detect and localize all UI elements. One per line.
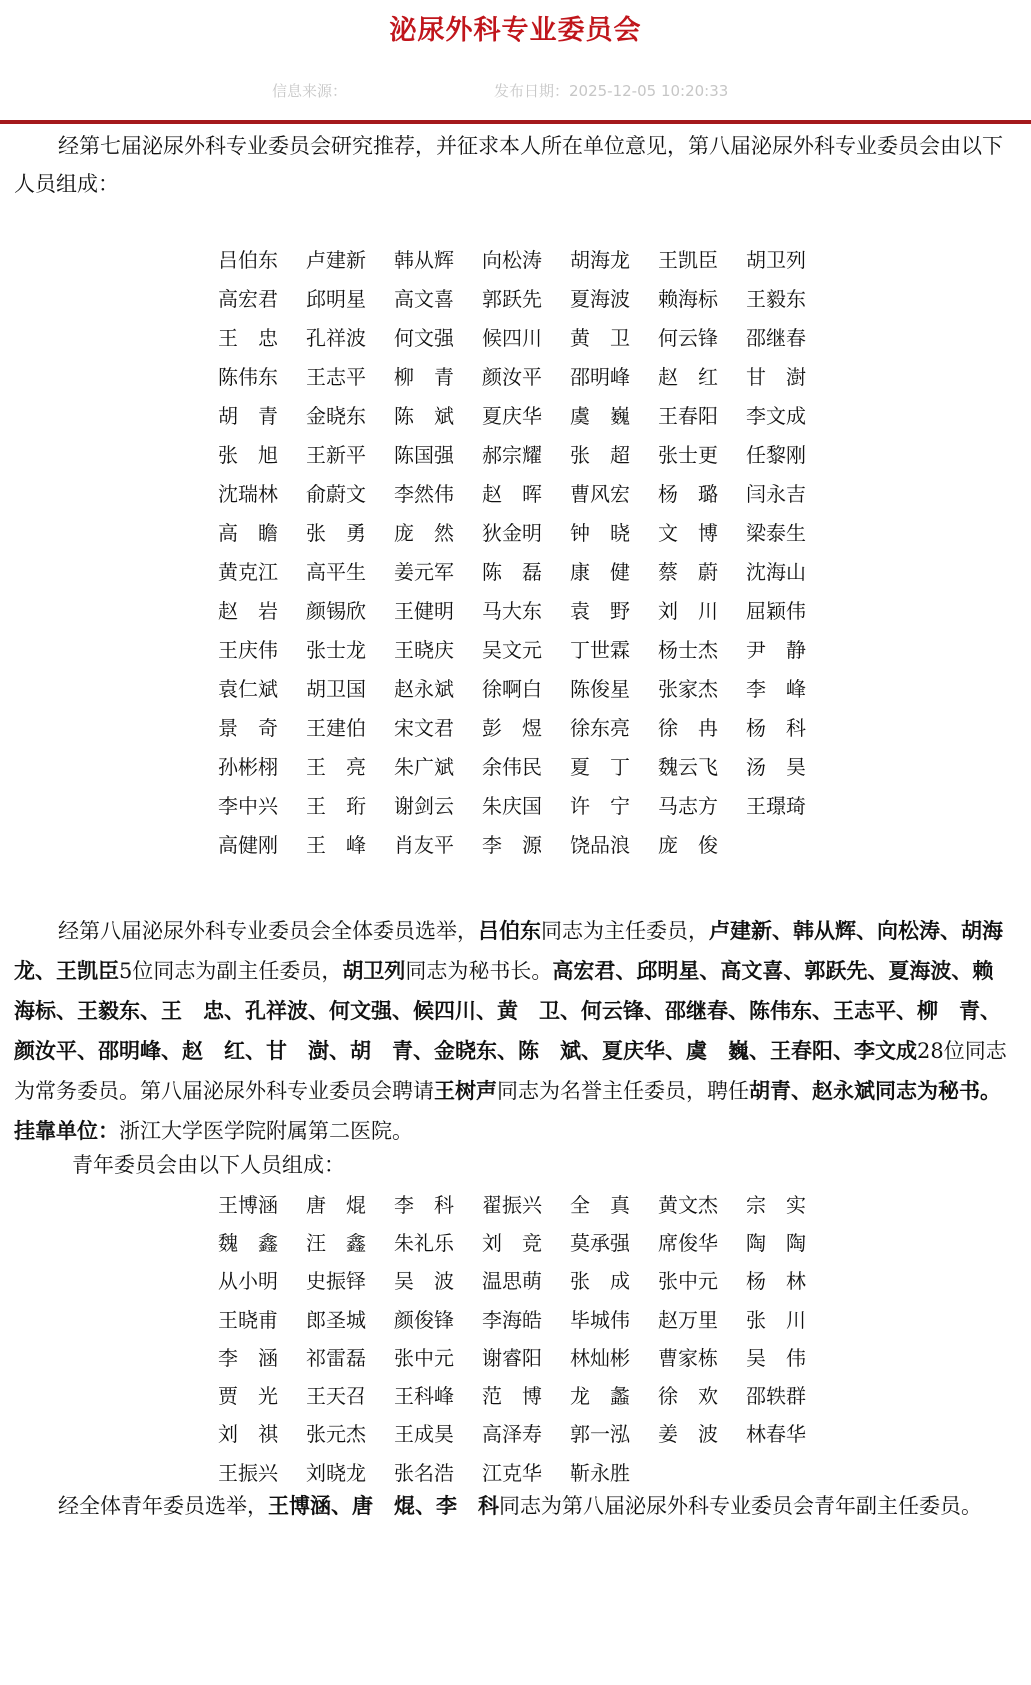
member-name: 史振铎 [306,1269,366,1294]
member-row [218,239,834,278]
vice-chair-names: 卢建新、韩从辉、向松涛、胡海龙、王凯臣 [14,918,1003,983]
member-row [218,512,834,551]
member-name: 康 健 [570,560,630,584]
affiliation: 浙江大学医学院附属第二医院。 [119,1119,413,1143]
member-name: 王志平 [306,365,366,389]
secretary-names: 胡青、赵永斌同志为秘书。挂靠单位： [14,1078,1001,1143]
member-name: 谢睿阳 [482,1345,542,1370]
member-name: 朱庆国 [482,794,542,818]
member-name: 张中元 [394,1345,454,1370]
member-name: 陈国强 [394,443,454,467]
member-name: 郝宗耀 [482,443,542,467]
member-name: 李 涵 [218,1345,278,1370]
member-name: 庞 然 [394,521,454,545]
member-name: 翟振兴 [482,1192,542,1217]
member-name: 马志方 [658,794,718,818]
member-name: 李然伟 [394,482,454,506]
page-title: 泌尿外科专业委员会 [389,15,642,46]
member-name: 杨 林 [746,1269,806,1294]
member-name: 胡卫国 [306,677,366,701]
member-row [218,1337,834,1375]
member-row [218,1184,834,1222]
member-name: 从小明 [218,1269,278,1294]
member-name: 余伟民 [482,755,542,779]
member-row [218,785,834,824]
member-row [218,551,834,590]
member-name: 张 旭 [218,443,278,467]
member-name: 王振兴 [218,1460,278,1485]
member-name: 刘 竞 [482,1230,542,1255]
member-name: 高泽寿 [482,1422,542,1447]
member-name: 袁 野 [570,599,630,623]
member-name: 梁泰生 [746,521,806,545]
info-source: 信息来源： [272,82,348,100]
member-name: 姜元军 [394,560,454,584]
member-row [218,356,834,395]
article-meta [0,80,1031,102]
member-name: 黄文杰 [658,1192,718,1217]
standing-member-names: 高宏君、邱明星、高文喜、郭跃先、夏海波、赖海标、王毅东、王 忠、孔祥波、何文强、候四川、黄 卫、何云锋、邵继春、陈伟东、王志平、柳 青、颜汝平、邵明峰、赵 红、甘 澍、胡 青、金晓东、陈 斌、夏庆华、虞 巍、王春阳、李文成 [14,958,1001,1063]
member-row [218,707,834,746]
member-name: 全 真 [570,1192,630,1217]
member-name: 李 科 [394,1192,454,1217]
member-name: 孔祥波 [306,326,366,350]
member-name: 张士更 [658,443,718,467]
member-name: 庞 俊 [658,833,718,857]
member-name: 赵 岩 [218,599,278,623]
member-name: 俞蔚文 [306,482,366,506]
member-name: 沈瑞林 [218,482,278,506]
member-name: 赵 红 [658,365,718,389]
member-name: 刘晓龙 [306,1460,366,1485]
member-name: 袁仁斌 [218,677,278,701]
member-name: 屈颖伟 [746,599,806,623]
member-name: 吕伯东 [218,248,278,272]
member-name: 朱礼乐 [394,1230,454,1255]
election-text: 同志为秘书长。 [405,959,553,983]
member-row [218,1261,834,1299]
member-name: 李 源 [482,833,542,857]
member-name: 颜汝平 [482,365,542,389]
member-name: 陈 磊 [482,560,542,584]
member-name: 王春阳 [658,404,718,428]
member-name: 赖海标 [658,287,718,311]
member-name: 张名浩 [394,1460,454,1485]
member-name: 高健刚 [218,833,278,857]
youth-election-text: 同志为第八届泌尿外科专业委员会青年副主任委员。 [499,1494,982,1518]
chair-name: 吕伯东 [478,918,541,943]
member-name: 吴 伟 [746,1345,806,1370]
youth-member-list [218,1184,834,1490]
member-name: 高 瞻 [218,521,278,545]
member-name: 陈伟东 [218,365,278,389]
member-row [218,278,834,317]
member-name: 张 超 [570,443,630,467]
member-name: 张 成 [570,1269,630,1294]
member-name: 颜锡欣 [306,599,366,623]
member-name: 彭 煜 [482,716,542,740]
member-name: 刘 祺 [218,1422,278,1447]
member-name: 贾 光 [218,1384,278,1409]
member-name: 王毅东 [746,287,806,311]
member-name: 李 峰 [746,677,806,701]
member-name: 王 亮 [306,755,366,779]
member-name: 曹家栋 [658,1345,718,1370]
youth-vice-chair-names: 王博涵、唐 焜、李 科 [268,1493,499,1518]
member-name: 魏 鑫 [218,1230,278,1255]
member-name: 杨士杰 [658,638,718,662]
member-name: 宋文君 [394,716,454,740]
member-row [218,1299,834,1337]
member-name: 甘 澍 [746,365,806,389]
member-name: 郭跃先 [482,287,542,311]
member-name: 吴文元 [482,638,542,662]
member-name: 高宏君 [218,287,278,311]
member-name: 赵万里 [658,1307,718,1332]
member-name: 祁雷磊 [306,1345,366,1370]
member-row [218,824,834,863]
member-name: 夏庆华 [482,404,542,428]
member-name: 汤 昊 [746,755,806,779]
election-paragraph [14,911,1014,1151]
member-name: 向松涛 [482,248,542,272]
member-name: 黄克江 [218,560,278,584]
member-name: 郎圣城 [306,1307,366,1332]
member-row [218,1452,834,1490]
member-name: 王 峰 [306,833,366,857]
member-row [218,1375,834,1413]
member-row [218,473,834,512]
member-name: 王新平 [306,443,366,467]
member-name: 王建伯 [306,716,366,740]
member-name: 赵永斌 [394,677,454,701]
member-name: 沈海山 [746,560,806,584]
member-name: 邵明峰 [570,365,630,389]
member-name: 席俊华 [658,1230,718,1255]
member-name: 肖友平 [394,833,454,857]
member-name: 王天召 [306,1384,366,1409]
member-name: 江克华 [482,1460,542,1485]
member-name: 王凯臣 [658,248,718,272]
member-name: 狄金明 [482,521,542,545]
member-name: 张中元 [658,1269,718,1294]
member-name: 许 宁 [570,794,630,818]
secretary-general-name: 胡卫列 [342,958,406,983]
member-name: 杨 科 [746,716,806,740]
member-name: 夏 丁 [570,755,630,779]
member-row [218,1414,834,1452]
member-name: 朱广斌 [394,755,454,779]
member-name: 虞 巍 [570,404,630,428]
member-name: 王晓庆 [394,638,454,662]
member-name: 魏云飞 [658,755,718,779]
member-name: 宗 实 [746,1192,806,1217]
member-name: 孙彬栩 [218,755,278,779]
youth-election-text: 经全体青年委员选举， [58,1494,268,1518]
member-name: 文 博 [658,521,718,545]
member-row [218,317,834,356]
member-name: 黄 卫 [570,326,630,350]
member-name: 徐东亮 [570,716,630,740]
member-name: 林春华 [746,1422,806,1447]
member-name: 王 珩 [306,794,366,818]
member-name: 胡海龙 [570,248,630,272]
member-name: 高文喜 [394,287,454,311]
member-name: 陶 陶 [746,1230,806,1255]
member-name: 颜俊锋 [394,1307,454,1332]
member-name: 林灿彬 [570,1345,630,1370]
member-name: 李海皓 [482,1307,542,1332]
member-row [218,395,834,434]
member-name: 景 奇 [218,716,278,740]
member-name: 邱明星 [306,287,366,311]
member-name: 柳 青 [394,365,454,389]
member-name: 卢建新 [306,248,366,272]
member-name: 胡 青 [218,404,278,428]
member-name: 钟 晓 [570,521,630,545]
member-name: 徐啊白 [482,677,542,701]
member-name: 王庆伟 [218,638,278,662]
member-name: 陈俊星 [570,677,630,701]
member-name: 姜 波 [658,1422,718,1447]
member-name: 邵继春 [746,326,806,350]
election-text: 同志为名誉主任委员，聘任 [497,1079,749,1103]
member-name: 曹风宏 [570,482,630,506]
member-name: 靳永胜 [570,1460,630,1485]
member-row [218,746,834,785]
youth-committee-heading: 青年委员会由以下人员组成： [72,1153,345,1177]
member-name: 龙 蠡 [570,1384,630,1409]
committee-member-list [218,239,834,863]
member-name: 汪 鑫 [306,1230,366,1255]
member-name: 王健明 [394,599,454,623]
member-name: 张 勇 [306,521,366,545]
member-name: 郭一泓 [570,1422,630,1447]
member-name: 何云锋 [658,326,718,350]
member-name: 任黎刚 [746,443,806,467]
youth-election-paragraph [14,1487,1014,1525]
member-name: 丁世霖 [570,638,630,662]
member-name: 刘 川 [658,599,718,623]
member-name: 李中兴 [218,794,278,818]
member-name: 莫承强 [570,1230,630,1255]
member-name: 韩从辉 [394,248,454,272]
member-row [218,1222,834,1260]
honorary-chair-name: 王树声 [434,1078,497,1103]
member-name: 邵轶群 [746,1384,806,1409]
election-text: 同志为主任委员， [541,919,709,943]
member-name: 马大东 [482,599,542,623]
member-name: 王成昊 [394,1422,454,1447]
member-name: 杨 璐 [658,482,718,506]
election-text: 28位同志为常务委员。第八届泌尿外科专业委员会聘请 [14,1039,1007,1103]
header-divider [0,120,1031,124]
member-name: 赵 晖 [482,482,542,506]
member-name: 蔡 蔚 [658,560,718,584]
member-name: 尹 静 [746,638,806,662]
member-row [218,590,834,629]
member-name: 王晓甫 [218,1307,278,1332]
member-name: 张家杰 [658,677,718,701]
member-name: 谢剑云 [394,794,454,818]
member-name: 闫永吉 [746,482,806,506]
member-name: 王璟琦 [746,794,806,818]
member-name: 张 川 [746,1307,806,1332]
intro-paragraph: 经第七届泌尿外科专业委员会研究推荐，并征求本人所在单位意见，第八届泌尿外科专业委员会由以下人员组成： [14,134,1003,196]
member-name: 李文成 [746,404,806,428]
member-name: 毕城伟 [570,1307,630,1332]
member-name: 张士龙 [306,638,366,662]
publish-date: 发布日期：2025-12-05 10:20:33 [494,82,729,100]
election-text: 5位同志为副主任委员， [119,959,343,983]
member-name: 候四川 [482,326,542,350]
member-name: 吴 波 [394,1269,454,1294]
member-name: 温思萌 [482,1269,542,1294]
member-name: 徐 欢 [658,1384,718,1409]
member-name: 夏海波 [570,287,630,311]
member-name: 唐 焜 [306,1192,366,1217]
member-name: 王科峰 [394,1384,454,1409]
member-row [218,629,834,668]
member-name: 徐 冉 [658,716,718,740]
member-name: 王 忠 [218,326,278,350]
member-name: 胡卫列 [746,248,806,272]
member-row [218,668,834,707]
member-name: 饶品浪 [570,833,630,857]
election-text: 经第八届泌尿外科专业委员会全体委员选举， [58,919,478,943]
member-name: 何文强 [394,326,454,350]
member-row [218,434,834,473]
member-name: 金晓东 [306,404,366,428]
member-name: 陈 斌 [394,404,454,428]
member-name: 高平生 [306,560,366,584]
member-name: 范 博 [482,1384,542,1409]
member-name: 王博涵 [218,1192,278,1217]
member-name: 张元杰 [306,1422,366,1447]
